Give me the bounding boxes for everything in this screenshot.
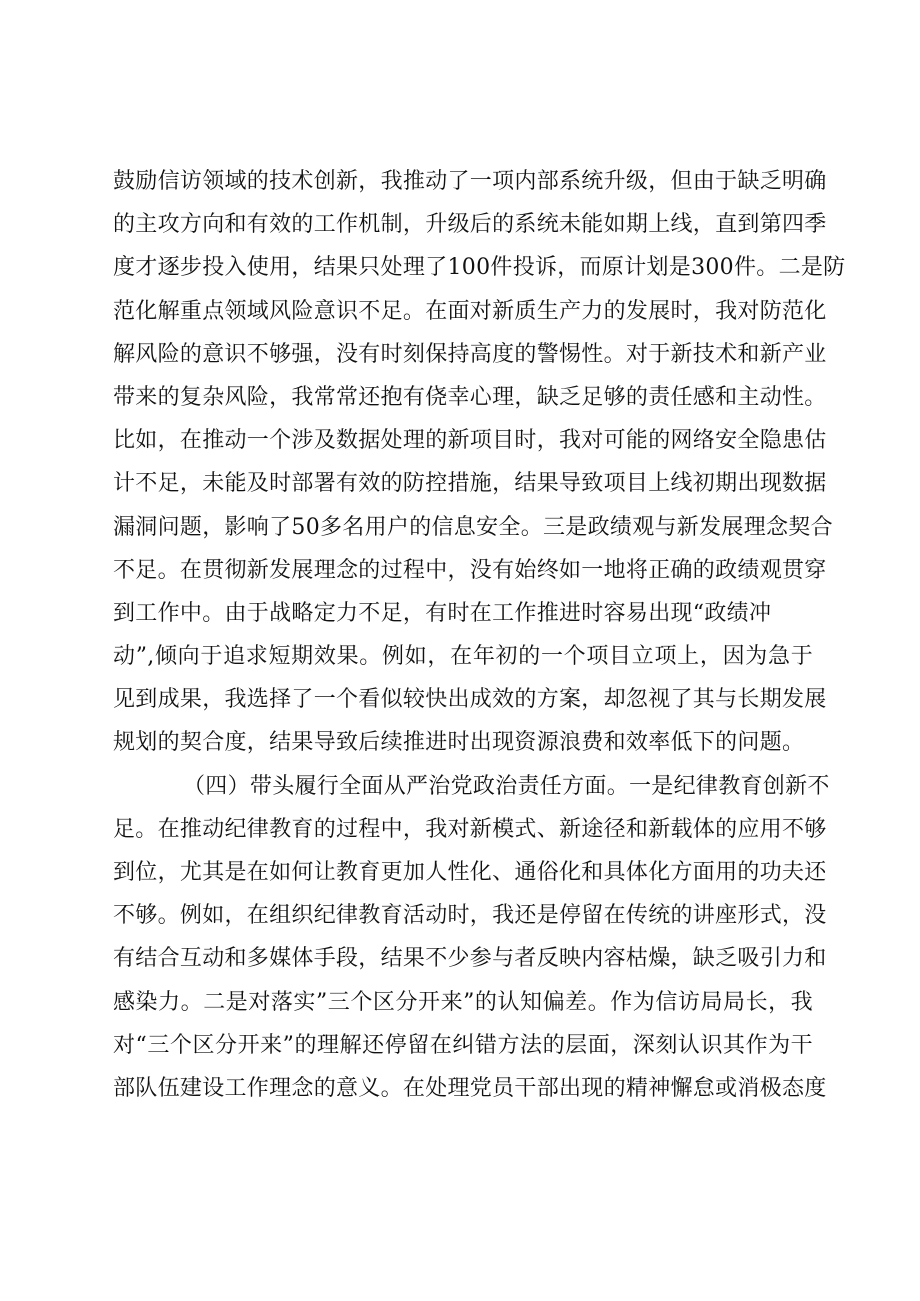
text-line: 有结合互动和多媒体手段，结果不少参与者反映内容枯燥，缺乏吸引力和 [113,946,827,972]
text-line: 比如，在推动一个涉及数据处理的新项目时，我对可能的网络安全隐患估 [113,428,827,454]
text-line: 范化解重点领域风险意识不足。在面对新质生产力的发展时，我对防范化 [113,298,827,324]
text-line: 规划的契合度，结果导致后续推进时出现资源浪费和效率低下的问题。 [113,730,805,756]
text-line: 不足。在贯彻新发展理念的过程中，没有始终如一地将正确的政绩观贯穿 [113,557,827,583]
text-line: 鼓励信访领域的技术创新，我推动了一项内部系统升级，但由于缺乏明确 [113,169,827,194]
text-line: 对“三个区分开来”的理解还停留在纠错方法的层面，深刻认识其作为干 [113,1032,813,1058]
text-line: 解风险的意识不够强，没有时刻保持高度的警惕性。对于新技术和新产业 [113,341,827,367]
text-line: 的主攻方向和有效的工作机制，升级后的系统未能如期上线，直到第四季 [113,212,827,238]
text-line: 到位，尤其是在如何让教育更加人性化、通俗化和具体化方面用的功夫还 [113,860,827,885]
text-line: 动”,倾向于追求短期效果。例如，在年初的一个项目立项上，因为急于 [113,644,813,670]
text-line: 带来的复杂风险，我常常还抱有侥幸心理，缺乏足够的责任感和主动性。 [113,384,827,410]
text-line: 见到成果，我选择了一个看似较快出成效的方案，却忽视了其与长期发展 [113,687,827,713]
text-line: 不够。例如，在组织纪律教育活动时，我还是停留在传统的讲座形式，没 [113,903,827,929]
text-line: 足。在推动纪律教育的过程中，我对新模式、新途径和新载体的应用不够 [113,816,827,842]
text-line: 计不足，未能及时部署有效的防控措施，结果导致项目上线初期出现数据 [113,471,827,497]
text-line: 度才逐步投入使用，结果只处理了100件投诉，而原计划是300件。二是防 [113,255,846,281]
text-line: 部队伍建设工作理念的意义。在处理党员干部出现的精神懈怠或消极态度 [113,1075,827,1101]
text-line: 到工作中。由于战略定力不足，有时在工作推进时容易出现“政绩冲 [113,600,772,626]
section-heading-line: （四）带头履行全面从严治党政治责任方面。一是纪律教育创新不 [183,773,830,799]
text-line: 漏洞问题，影响了50多名用户的信息安全。三是政绩观与新发展理念契合 [113,514,833,540]
document-body [113,160,846,1110]
text-line: 感染力。二是对落实”三个区分开来”的认知偏差。作为信访局局长，我 [113,989,813,1015]
